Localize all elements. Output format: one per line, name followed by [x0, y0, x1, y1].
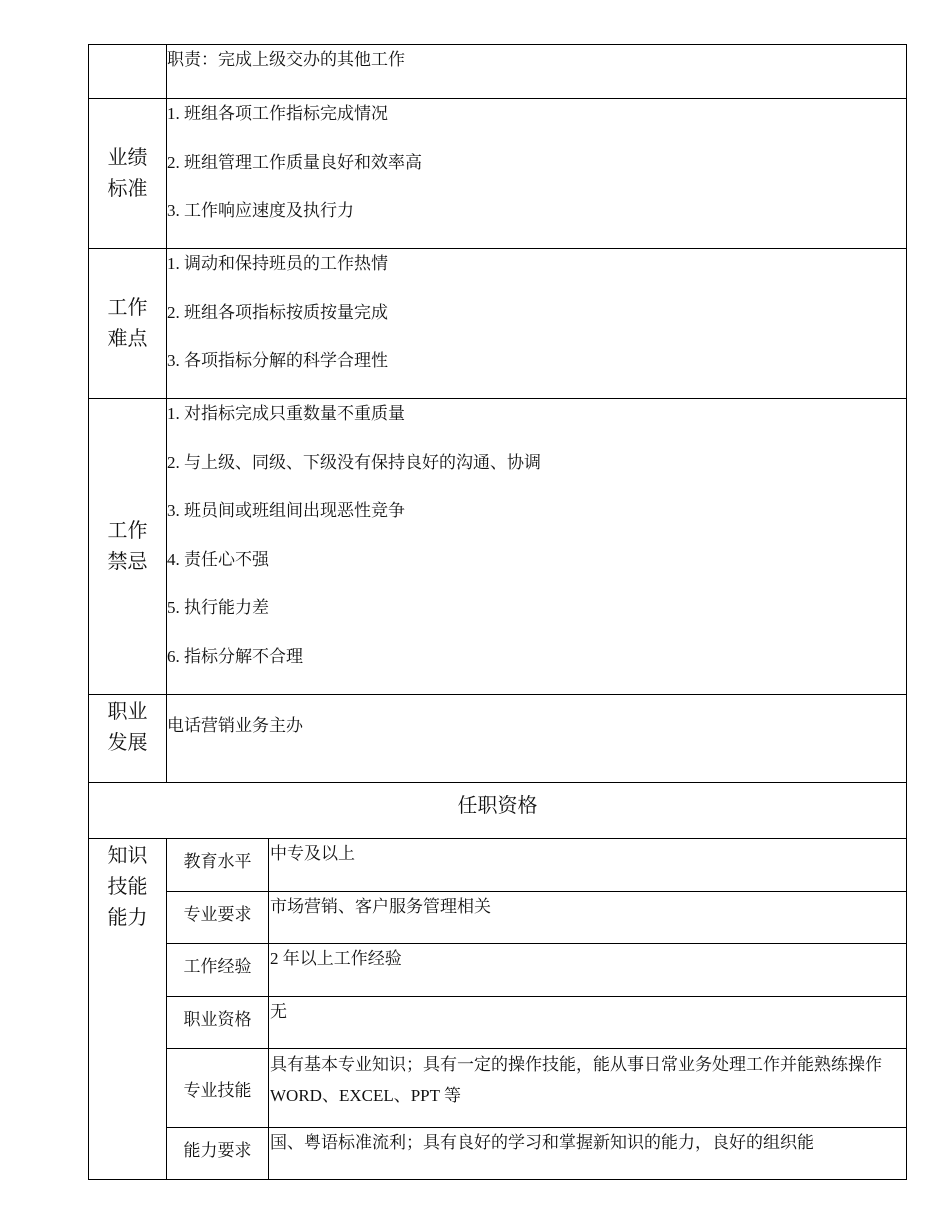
taboos-label — [89, 399, 167, 694]
responsibility-label-cell — [89, 45, 167, 98]
responsibility-row — [89, 45, 906, 98]
career-label-text: 职业发展 — [107, 701, 148, 754]
performance-list — [167, 99, 906, 248]
career-text: 电话营销业务主办 — [167, 716, 303, 735]
list-item: 2. 与上级、同级、下级没有保持良好的沟通、协调 — [167, 452, 541, 472]
performance-label — [89, 99, 167, 248]
difficulties-list — [167, 249, 906, 398]
list-item: 6. 指标分解不合理 — [167, 646, 303, 666]
difficulties-label-text: 工作难点 — [107, 296, 148, 350]
table-row — [167, 1048, 906, 1127]
list-item: 3. 班员间或班组间出现恶性竞争 — [167, 501, 405, 521]
qualification-label-text: 知识技能能力 — [107, 845, 148, 929]
list-item: 2. 班组各项指标按质按量完成 — [167, 302, 388, 322]
table-row — [167, 996, 906, 1048]
taboos-row — [89, 398, 906, 694]
qualification-key: 专业要求 — [167, 892, 269, 943]
difficulties-label — [89, 249, 167, 398]
performance-row — [89, 98, 906, 248]
qualification-key: 工作经验 — [167, 944, 269, 996]
career-label — [89, 695, 167, 782]
list-item: 1. 班组各项工作指标完成情况 — [167, 104, 388, 123]
qualification-value: 2 年以上工作经验 — [270, 949, 402, 968]
table-row — [167, 839, 906, 891]
list-item: 1. 调动和保持班员的工作热情 — [167, 254, 388, 273]
taboos-label-text: 工作禁忌 — [107, 519, 148, 573]
qualification-key: 能力要求 — [167, 1128, 269, 1179]
job-description-table — [88, 44, 907, 1180]
table-row — [167, 891, 906, 943]
list-item: 3. 工作响应速度及执行力 — [167, 201, 354, 221]
list-item: 3. 各项指标分解的科学合理性 — [167, 351, 388, 371]
table-row — [167, 1127, 906, 1179]
responsibility-text: 职责：完成上级交办的其他工作 — [167, 50, 405, 69]
qualification-header: 任职资格 — [89, 782, 906, 838]
qualification-label — [89, 839, 167, 1179]
list-item: 2. 班组管理工作质量良好和效率高 — [167, 152, 422, 172]
qualification-key: 教育水平 — [167, 839, 269, 891]
taboos-list — [167, 399, 906, 694]
performance-label-text: 业绩标准 — [107, 146, 148, 200]
qualification-value: 具有基本专业知识；具有一定的操作技能，能从事日常业务处理工作并能熟练操作 WORD、EXCEL、PPT 等 — [270, 1055, 882, 1105]
difficulties-row — [89, 248, 906, 398]
qualification-block — [89, 838, 906, 1179]
qualification-value: 国、粤语标准流利；具有良好的学习和掌握新知识的能力，良好的组织能 — [270, 1133, 814, 1152]
qualification-value: 市场营销、客户服务管理相关 — [270, 897, 491, 916]
qualification-table — [167, 839, 906, 1179]
qualification-key: 专业技能 — [167, 1049, 269, 1127]
qualification-key: 职业资格 — [167, 997, 269, 1048]
qualification-value: 中专及以上 — [270, 844, 355, 863]
list-item: 5. 执行能力差 — [167, 598, 269, 618]
list-item: 4. 责任心不强 — [167, 549, 269, 569]
list-item: 1. 对指标完成只重数量不重质量 — [167, 404, 405, 423]
qualification-value: 无 — [270, 1002, 287, 1021]
career-row — [89, 694, 906, 782]
table-row — [167, 943, 906, 996]
